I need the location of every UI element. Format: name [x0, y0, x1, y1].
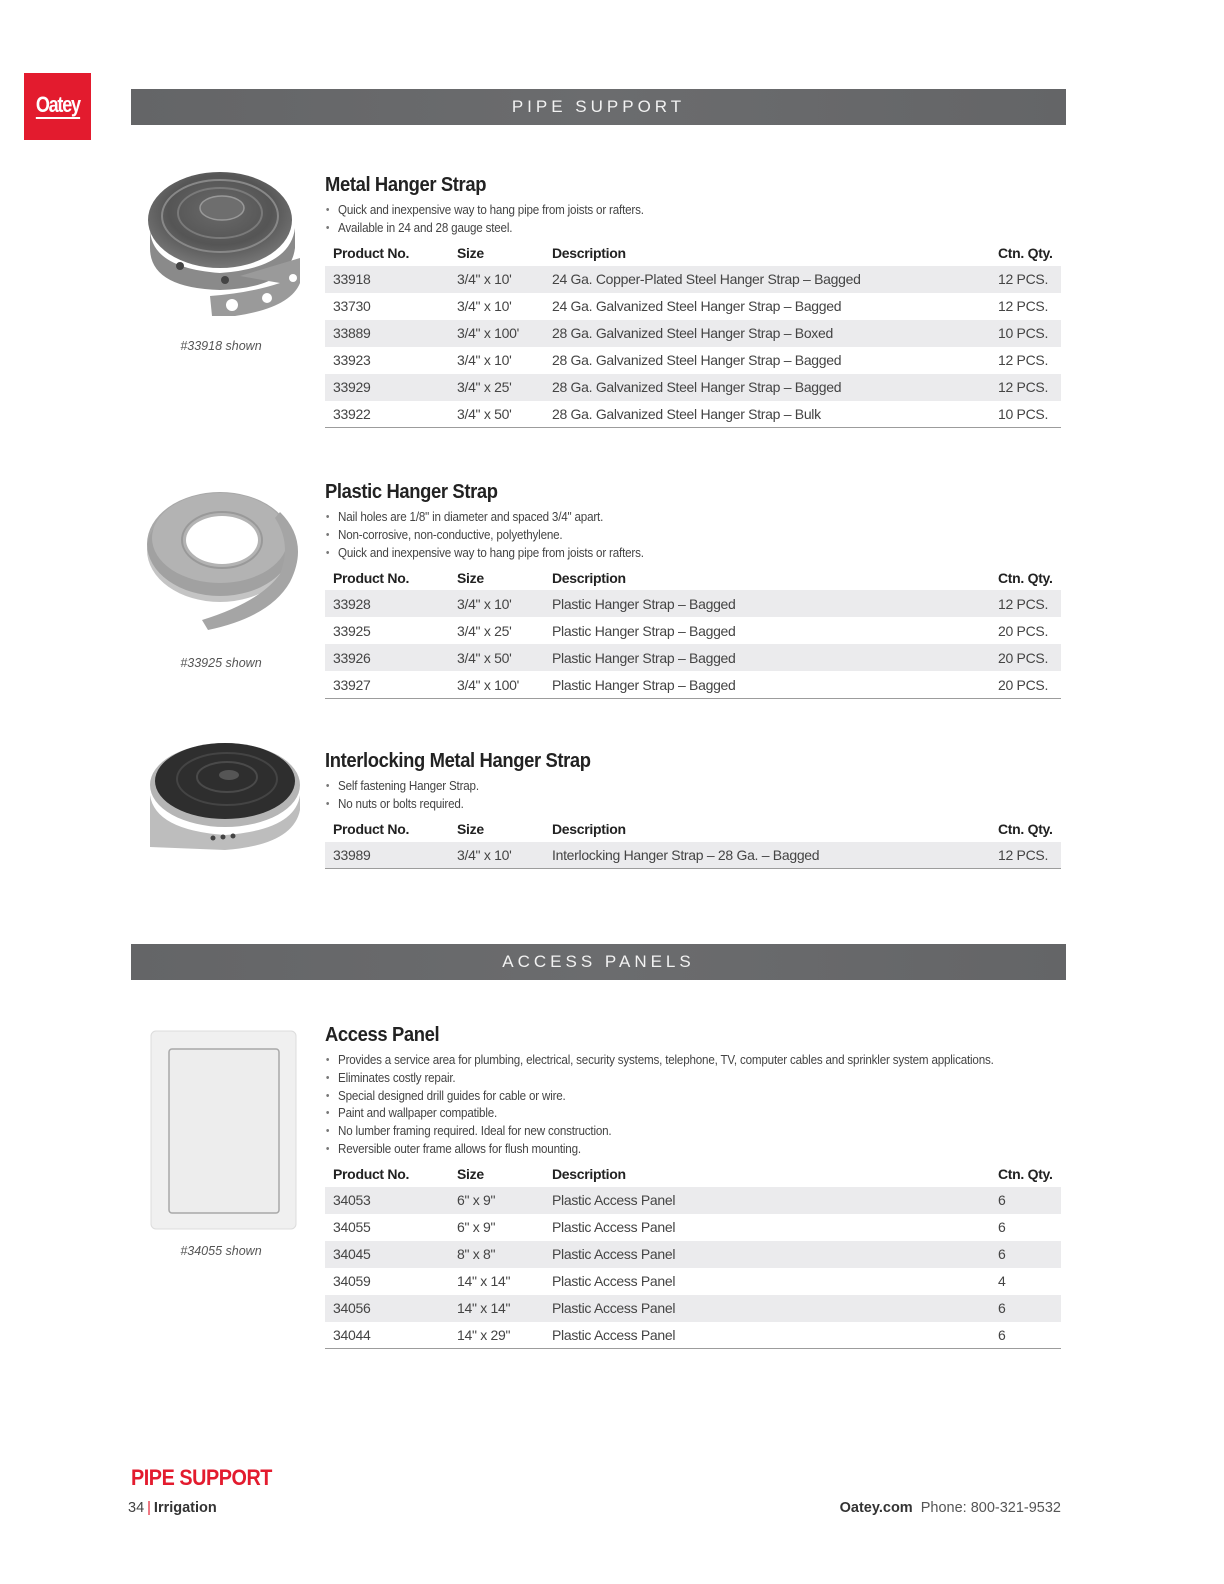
table-row	[325, 1187, 1061, 1214]
size: 3/4" x 10'	[449, 590, 544, 617]
product-title: Metal Hanger Strap	[325, 174, 487, 196]
product-number: 34059	[333, 1273, 371, 1290]
carton-quantity: 10 PCS.	[990, 401, 1061, 428]
column-ctn-qty: Ctn. Qty.	[998, 1166, 1053, 1183]
table-row	[325, 1268, 1061, 1295]
size: 3/4" x 10'	[457, 298, 512, 315]
feature-bullet: • Self fastening Hanger Strap.	[325, 778, 1009, 796]
size: 6" x 9"	[449, 1187, 544, 1214]
product-number: 33927	[325, 671, 449, 698]
description: Plastic Access Panel	[544, 1241, 990, 1268]
product-metal-hanger-strap	[325, 174, 1061, 428]
column-size: Size	[457, 821, 484, 838]
feature-bullet: • Reversible outer frame allows for flush mounting.	[325, 1141, 1009, 1159]
table-row	[325, 590, 1061, 617]
table-header-row	[325, 1162, 1061, 1187]
description: Plastic Access Panel	[544, 1187, 990, 1214]
product-number: 33929	[325, 374, 449, 401]
column-ctn-qty: Ctn. Qty.	[998, 821, 1053, 838]
description: Plastic Access Panel	[544, 1295, 990, 1322]
carton-quantity: 20 PCS.	[998, 622, 1049, 639]
product-number: 34056	[325, 1295, 449, 1322]
product-number: 33922	[325, 401, 449, 428]
description: 24 Ga. Copper-Plated Steel Hanger Strap – Bagged	[544, 266, 990, 293]
feature-list	[325, 1052, 1061, 1159]
table-row	[325, 617, 1061, 644]
feature-bullet: • Available in 24 and 28 gauge steel.	[325, 220, 1009, 238]
product-number: 34044	[325, 1322, 449, 1349]
description: Plastic Hanger Strap – Bagged	[544, 671, 990, 698]
footer-contact	[840, 1500, 1061, 1516]
feature-bullet: • Non-corrosive, non-conductive, polyethylene.	[325, 527, 1009, 545]
product-number: 34053	[325, 1187, 449, 1214]
website-link[interactable]: Oatey.com	[839, 1500, 913, 1516]
description: 28 Ga. Galvanized Steel Hanger Strap – Bagged	[544, 374, 990, 401]
feature-list	[325, 778, 1061, 814]
product-number: 33925	[333, 622, 371, 639]
table-row	[325, 320, 1061, 347]
carton-quantity: 6	[990, 1187, 1061, 1214]
size: 14" x 14"	[449, 1295, 544, 1322]
size: 3/4" x 10'	[449, 842, 544, 869]
access-panel-image	[150, 1030, 297, 1230]
description: 28 Ga. Galvanized Steel Hanger Strap – Boxed	[544, 320, 990, 347]
section-title: PIPE SUPPORT	[511, 97, 686, 116]
product-plastic-hanger-strap	[325, 481, 1061, 699]
size: 3/4" x 25'	[457, 622, 512, 639]
carton-quantity: 12 PCS.	[990, 374, 1061, 401]
table-row	[325, 842, 1061, 869]
carton-quantity: 6	[990, 1241, 1061, 1268]
product-number: 33923	[333, 352, 371, 369]
size: 3/4" x 10'	[457, 352, 512, 369]
table-row	[325, 1241, 1061, 1268]
feature-bullet: • Quick and inexpensive way to hang pipe from joists or rafters.	[325, 202, 1009, 220]
carton-quantity: 6	[998, 1219, 1006, 1236]
column-size: Size	[457, 569, 484, 586]
phone-number: Phone: 800-321-9532	[920, 1500, 1061, 1516]
carton-quantity: 12 PCS.	[990, 266, 1061, 293]
size: 14" x 14"	[457, 1273, 511, 1290]
product-table	[325, 817, 1061, 870]
description: Plastic Access Panel	[552, 1273, 676, 1290]
column-description: Description	[552, 821, 626, 838]
interlocking-strap-image	[145, 735, 305, 860]
product-title: Access Panel	[325, 1024, 440, 1046]
feature-bullet: • Provides a service area for plumbing, electrical, security systems, telephone, TV, computer cables and sprinkler system applications.	[325, 1052, 1009, 1070]
table-row	[325, 293, 1061, 320]
table-row	[325, 1214, 1061, 1241]
product-access-panel	[325, 1024, 1061, 1349]
description: Plastic Hanger Strap – Bagged	[552, 622, 736, 639]
table-row	[325, 401, 1061, 428]
table-row	[325, 644, 1061, 671]
column-size: Size	[457, 245, 484, 262]
carton-quantity: 20 PCS.	[990, 671, 1061, 698]
table-header-row	[325, 241, 1061, 266]
product-number: 33928	[325, 590, 449, 617]
table-row	[325, 1322, 1061, 1349]
column-ctn-qty: Ctn. Qty.	[998, 569, 1053, 586]
product-number: 33889	[325, 320, 449, 347]
description: 28 Ga. Galvanized Steel Hanger Strap – Bulk	[544, 401, 990, 428]
product-table	[325, 565, 1061, 699]
table-row	[325, 266, 1061, 293]
column-description: Description	[552, 1166, 626, 1183]
product-number: 33926	[325, 644, 449, 671]
feature-bullet: • No nuts or bolts required.	[325, 796, 1009, 814]
column-product-no: Product No.	[333, 569, 410, 586]
carton-quantity: 4	[998, 1273, 1006, 1290]
plastic-hanger-strap-image	[140, 482, 310, 642]
feature-bullet: • Eliminates costly repair.	[325, 1070, 1009, 1088]
oatey-logo	[24, 73, 91, 140]
metal-hanger-strap-image	[140, 158, 305, 328]
size: 6" x 9"	[457, 1219, 496, 1236]
product-number: 33989	[325, 842, 449, 869]
product-title: Plastic Hanger Strap	[325, 481, 498, 503]
footer-page-info	[128, 1500, 217, 1516]
description: 24 Ga. Galvanized Steel Hanger Strap – Bagged	[552, 298, 842, 315]
product-table	[325, 241, 1061, 429]
product-title: Interlocking Metal Hanger Strap	[325, 750, 591, 772]
size: 3/4" x 10'	[449, 266, 544, 293]
image-caption: #33925 shown	[180, 656, 262, 670]
product-number: 34055	[333, 1219, 371, 1236]
table-row	[325, 1295, 1061, 1322]
column-description: Description	[552, 569, 626, 586]
separator: |	[147, 1500, 151, 1516]
product-number: 33730	[333, 298, 371, 315]
feature-bullet: • Special designed drill guides for cable or wire.	[325, 1088, 1009, 1106]
table-header-row	[325, 817, 1061, 842]
size: 3/4" x 50'	[449, 644, 544, 671]
size: 8" x 8"	[449, 1241, 544, 1268]
product-number: 33918	[325, 266, 449, 293]
carton-quantity: 12 PCS.	[998, 298, 1049, 315]
logo-text: Oatey	[35, 92, 80, 117]
carton-quantity: 6	[990, 1322, 1061, 1349]
column-product-no: Product No.	[333, 821, 410, 838]
image-caption: #33918 shown	[180, 339, 262, 353]
carton-quantity: 20 PCS.	[990, 644, 1061, 671]
column-product-no: Product No.	[333, 1166, 410, 1183]
column-description: Description	[552, 245, 626, 262]
size: 14" x 29"	[449, 1322, 544, 1349]
description: Plastic Access Panel	[544, 1322, 990, 1349]
carton-quantity: 12 PCS.	[998, 352, 1049, 369]
table-header-row	[325, 565, 1061, 590]
page-number: 34	[128, 1500, 145, 1516]
carton-quantity: 10 PCS.	[990, 320, 1061, 347]
table-row	[325, 347, 1061, 374]
footer-category-title: PIPE SUPPORT	[131, 1465, 272, 1490]
description: Plastic Access Panel	[552, 1219, 676, 1236]
table-row	[325, 671, 1061, 698]
carton-quantity: 6	[990, 1295, 1061, 1322]
product-table	[325, 1162, 1061, 1350]
section-header-access-panels	[131, 944, 1066, 980]
size: 3/4" x 50'	[449, 401, 544, 428]
description: 28 Ga. Galvanized Steel Hanger Strap – Bagged	[552, 352, 842, 369]
description: Interlocking Hanger Strap – 28 Ga. – Bagged	[544, 842, 990, 869]
section-title: ACCESS PANELS	[502, 952, 695, 971]
feature-bullet: • Nail holes are 1/8" in diameter and spaced 3/4" apart.	[325, 509, 1009, 527]
carton-quantity: 12 PCS.	[990, 842, 1061, 869]
feature-bullet: • Paint and wallpaper compatible.	[325, 1105, 1009, 1123]
feature-bullet: • Quick and inexpensive way to hang pipe from joists or rafters.	[325, 545, 1009, 563]
description: Plastic Hanger Strap – Bagged	[544, 644, 990, 671]
footer-category: Irrigation	[153, 1500, 217, 1516]
table-row	[325, 374, 1061, 401]
image-caption: #34055 shown	[180, 1244, 262, 1258]
product-interlocking-metal-hanger-strap	[325, 750, 1061, 869]
size: 3/4" x 100'	[449, 320, 544, 347]
description: Plastic Hanger Strap – Bagged	[544, 590, 990, 617]
column-size: Size	[457, 1166, 484, 1183]
feature-list	[325, 202, 1061, 238]
carton-quantity: 12 PCS.	[990, 590, 1061, 617]
section-header-pipe-support	[131, 89, 1066, 125]
column-product-no: Product No.	[333, 245, 410, 262]
feature-bullet: • No lumber framing required. Ideal for new construction.	[325, 1123, 1009, 1141]
column-ctn-qty: Ctn. Qty.	[998, 245, 1053, 262]
product-number: 34045	[325, 1241, 449, 1268]
feature-list	[325, 509, 1061, 562]
size: 3/4" x 25'	[449, 374, 544, 401]
size: 3/4" x 100'	[449, 671, 544, 698]
